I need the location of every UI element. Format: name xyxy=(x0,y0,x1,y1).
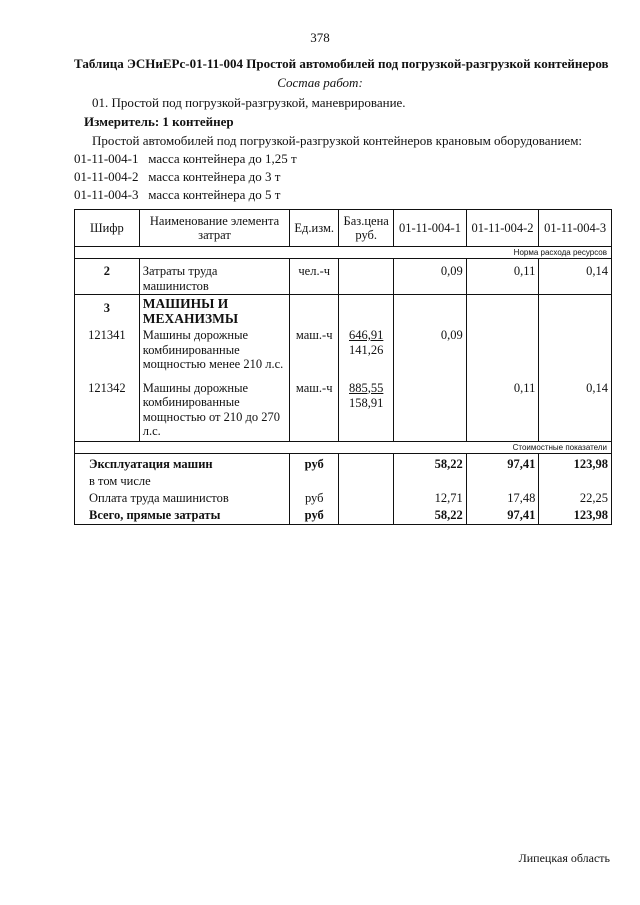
exploitation-v1: 58,22 xyxy=(394,453,467,473)
variant-code: 01-11-004-3 xyxy=(74,187,139,202)
table-title: Таблица ЭСНиЕРс-01-11-004 Простой автомобилей под погрузкой-разгрузкой контейнеров xyxy=(74,56,609,71)
machine-v1: 0,09 xyxy=(394,327,467,380)
direct-costs-v2: 97,41 xyxy=(466,507,539,525)
resource-table xyxy=(74,209,612,525)
machines-title: МАШИНЫ И МЕХАНИЗМЫ xyxy=(139,295,289,328)
machine-v2 xyxy=(466,327,539,380)
total-row xyxy=(75,473,612,490)
including-label: в том числе xyxy=(75,473,290,490)
table-row xyxy=(75,259,612,295)
header-variant-1: 01-11-004-1 xyxy=(394,210,467,247)
labor-v1: 0,09 xyxy=(394,259,467,295)
direct-costs-name: Всего, прямые затраты xyxy=(75,507,290,525)
operator-pay-unit: руб xyxy=(290,490,339,507)
cost-subheader-row xyxy=(75,441,612,453)
direct-costs-v1: 58,22 xyxy=(394,507,467,525)
machine-unit: маш.-ч xyxy=(290,380,339,442)
machine-price xyxy=(339,327,394,380)
page-number: 378 xyxy=(310,30,330,45)
machine-price-labor: 158,91 xyxy=(349,395,384,410)
labor-code: 2 xyxy=(75,259,140,295)
total-row xyxy=(75,490,612,507)
header-name: Наименование элемента затрат xyxy=(139,210,289,247)
variant-line xyxy=(74,169,280,185)
exploitation-v2: 97,41 xyxy=(466,453,539,473)
cost-subheader: Стоимостные показатели xyxy=(75,441,612,453)
operator-pay-name: Оплата труда машинистов xyxy=(75,490,290,507)
exploitation-v3: 123,98 xyxy=(539,453,612,473)
direct-costs-unit: руб xyxy=(290,507,339,525)
table-header-row xyxy=(75,210,612,247)
header-code: Шифр xyxy=(75,210,140,247)
machine-name: Машины дорожные комбинированные мощностью менее 210 л.с. xyxy=(139,327,289,380)
machine-v3: 0,14 xyxy=(539,380,612,442)
work-composition-heading: Состав работ: xyxy=(277,75,363,90)
labor-v2: 0,11 xyxy=(466,259,539,295)
variant-text: масса контейнера до 5 т xyxy=(148,187,281,202)
variant-text: масса контейнера до 1,25 т xyxy=(148,151,297,166)
machine-v1 xyxy=(394,380,467,442)
variant-line xyxy=(74,151,297,167)
exploitation-unit: руб xyxy=(290,453,339,473)
operator-pay-v1: 12,71 xyxy=(394,490,467,507)
header-unit: Ед.изм. xyxy=(290,210,339,247)
machine-price-base: 885,55 xyxy=(349,380,384,395)
table-row xyxy=(75,380,612,442)
header-price: Баз.цена руб. xyxy=(339,210,394,247)
machine-price-base: 646,91 xyxy=(349,328,384,342)
norm-subheader: Норма расхода ресурсов xyxy=(75,247,612,259)
variant-text: масса контейнера до 3 т xyxy=(148,169,281,184)
total-row xyxy=(75,507,612,525)
description-line: Простой автомобилей под погрузкой-разгрузкой контейнеров крановым оборудованием: xyxy=(92,133,583,148)
operator-pay-v2: 17,48 xyxy=(466,490,539,507)
machines-code: 3 xyxy=(75,295,140,328)
total-row xyxy=(75,453,612,473)
machine-code: 121342 xyxy=(75,380,140,442)
direct-costs-v3: 123,98 xyxy=(539,507,612,525)
machine-price xyxy=(339,380,394,442)
machine-name: Машины дорожные комбинированные мощностью от 210 до 270 л.с. xyxy=(139,380,289,442)
exploitation-name: Эксплуатация машин xyxy=(75,453,290,473)
labor-unit: чел.-ч xyxy=(290,259,339,295)
header-variant-2: 01-11-004-2 xyxy=(466,210,539,247)
meter-line: Измеритель: 1 контейнер xyxy=(84,114,234,129)
work-item: 01. Простой под погрузкой-разгрузкой, маневрирование. xyxy=(92,95,406,110)
machines-section-row xyxy=(75,295,612,328)
table-row xyxy=(75,327,612,380)
variant-line xyxy=(74,187,280,203)
labor-v3: 0,14 xyxy=(539,259,612,295)
header-variant-3: 01-11-004-3 xyxy=(539,210,612,247)
variant-code: 01-11-004-2 xyxy=(74,169,139,184)
machine-code: 121341 xyxy=(75,327,140,380)
operator-pay-v3: 22,25 xyxy=(539,490,612,507)
machine-v2: 0,11 xyxy=(466,380,539,442)
machine-unit: маш.-ч xyxy=(290,327,339,380)
variant-code: 01-11-004-1 xyxy=(74,151,139,166)
norm-subheader-row xyxy=(75,247,612,259)
machine-price-labor: 141,26 xyxy=(349,343,384,357)
machine-v3 xyxy=(539,327,612,380)
footer-region: Липецкая область xyxy=(518,851,610,865)
labor-name: Затраты труда машинистов xyxy=(139,259,289,295)
